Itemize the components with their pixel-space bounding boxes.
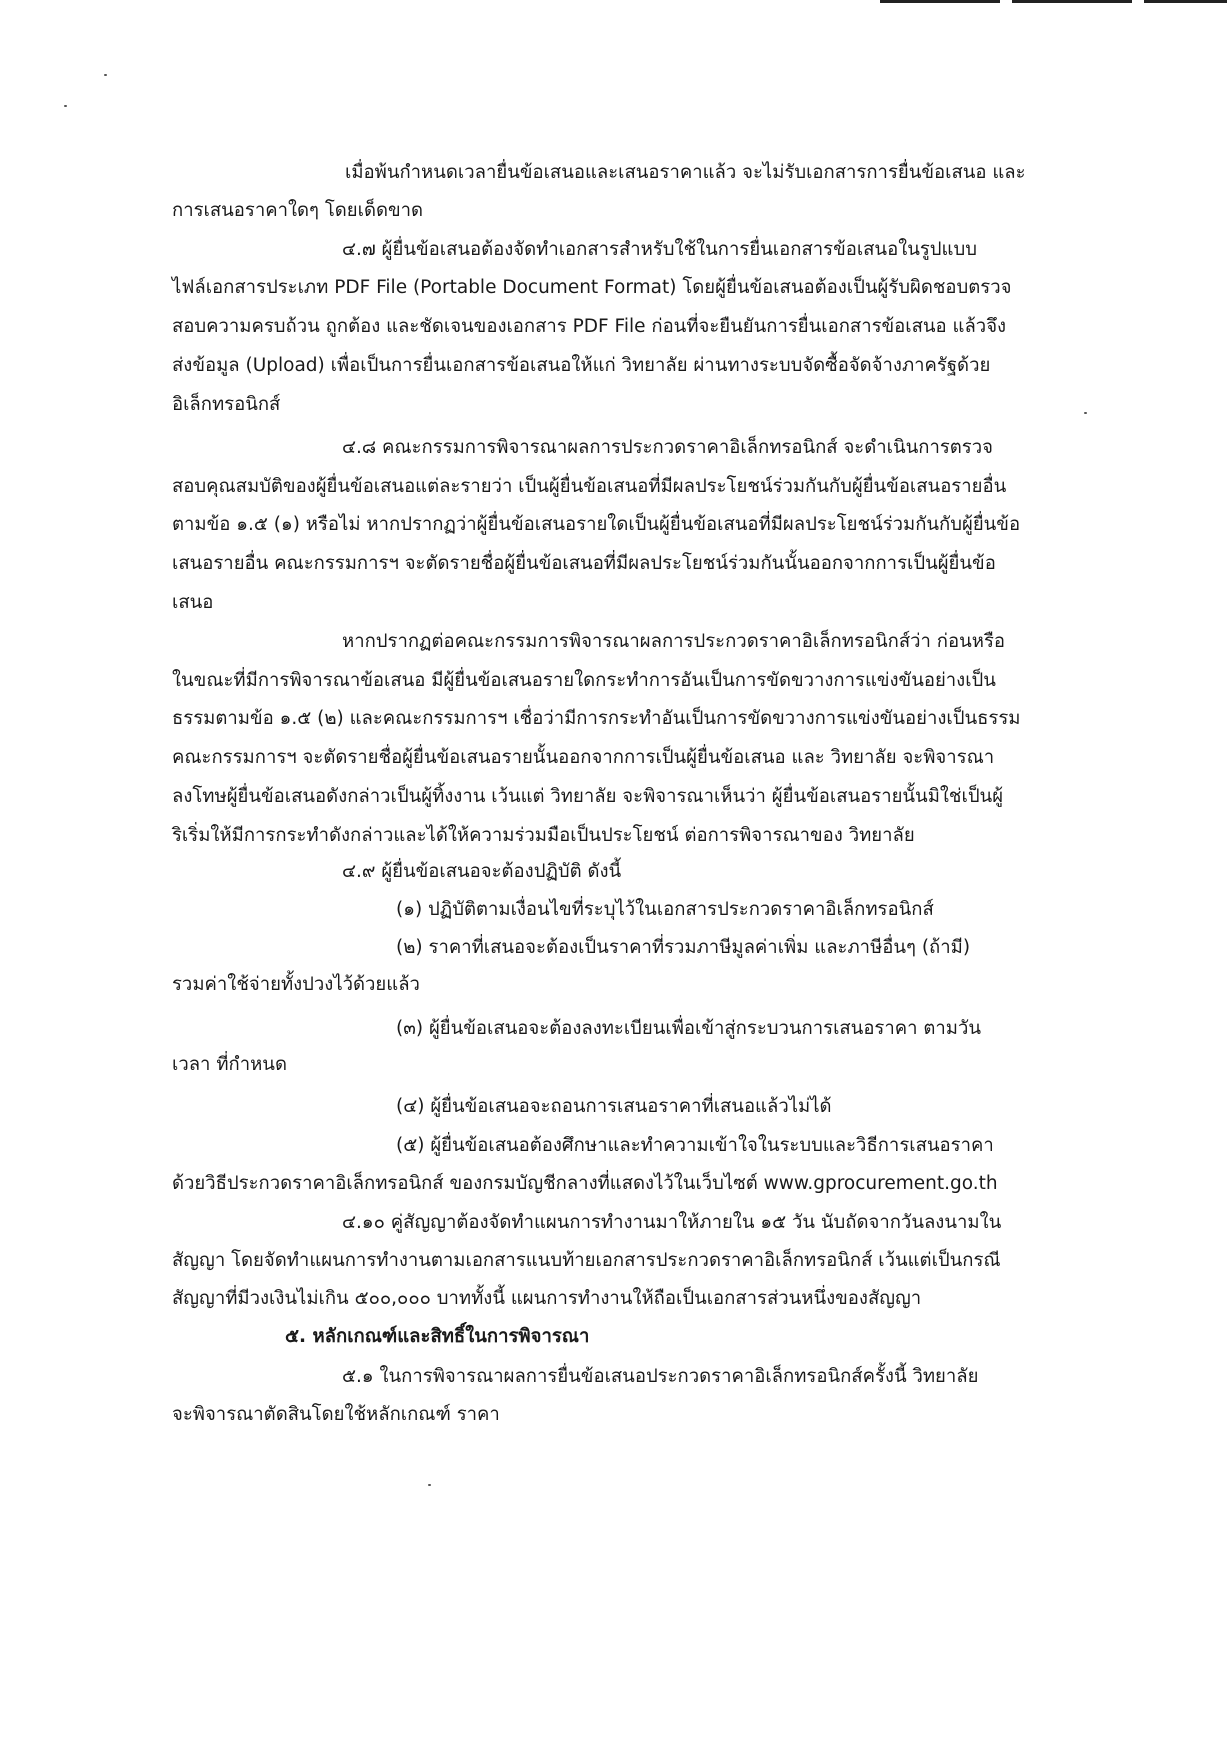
paragraph-line: ธรรมตามข้อ ๑.๕ (๒) และคณะกรรมการฯ เชื่อว่ามีการกระทำอันเป็นการขัดขวางการแข่งขันอย่างเป็นธรรม: [172, 708, 1021, 729]
paragraph-line: สอบคุณสมบัติของผู้ยื่นข้อเสนอแต่ละรายว่า เป็นผู้ยื่นข้อเสนอที่มีผลประโยชน์ร่วมกันกับผู้ยื่นข้อเสนอรายอื่น: [172, 476, 1007, 497]
list-item: (๓) ผู้ยื่นข้อเสนอจะต้องลงทะเบียนเพื่อเข้าสู่กระบวนการเสนอราคา ตามวัน: [396, 1018, 982, 1039]
list-item: (๕) ผู้ยื่นข้อเสนอต้องศึกษาและทำความเข้าใจในระบบและวิธีการเสนอราคา: [396, 1135, 994, 1156]
list-item: (๑) ปฏิบัติตามเงื่อนไขที่ระบุไว้ในเอกสารประกวดราคาอิเล็กทรอนิกส์: [396, 899, 934, 920]
scan-speck: [1084, 412, 1087, 414]
clause-4-10: ๔.๑๐ คู่สัญญาต้องจัดทำแผนการทำงานมาให้ภายใน ๑๕ วัน นับถัดจากวันลงนามใน: [342, 1212, 1002, 1233]
paragraph-line: ในขณะที่มีการพิจารณาข้อเสนอ มีผู้ยื่นข้อเสนอรายใดกระทำการอันเป็นการขัดขวางการแข่งขันอย่างเป็น: [172, 670, 996, 691]
list-item: (๒) ราคาที่เสนอจะต้องเป็นราคาที่รวมภาษีมูลค่าเพิ่ม และภาษีอื่นๆ (ถ้ามี): [396, 937, 971, 958]
scan-speck: [104, 74, 107, 76]
paragraph-line: ตามข้อ ๑.๕ (๑) หรือไม่ หากปรากฏว่าผู้ยื่นข้อเสนอรายใดเป็นผู้ยื่นข้อเสนอที่มีผลประโยชน์ร่วมกันกับผู้ยื่นข้อ: [172, 514, 1021, 535]
clause-4-9: ๔.๙ ผู้ยื่นข้อเสนอจะต้องปฏิบัติ ดังนี้: [342, 861, 622, 882]
paragraph-line: เวลา ที่กำหนด: [172, 1054, 287, 1075]
paragraph-line: อิเล็กทรอนิกส์: [172, 394, 281, 415]
clause-5-1: ๕.๑ ในการพิจารณาผลการยื่นข้อเสนอประกวดราคาอิเล็กทรอนิกส์ครั้งนี้ วิทยาลัย: [342, 1366, 979, 1387]
paragraph-line: ลงโทษผู้ยื่นข้อเสนอดังกล่าวเป็นผู้ทิ้งงาน เว้นแต่ วิทยาลัย จะพิจารณาเห็นว่า ผู้ยื่นข้อเสนอรายนั้นมิใช่เป็นผู้: [172, 786, 1004, 807]
top-rule: [880, 0, 1227, 3]
paragraph-line: จะพิจารณาตัดสินโดยใช้หลักเกณฑ์ ราคา: [172, 1404, 500, 1425]
paragraph-line: ไฟล์เอกสารประเภท PDF File (Portable Document Format) โดยผู้ยื่นข้อเสนอต้องเป็นผู้รับผิดชอบตรวจ: [172, 277, 1012, 298]
paragraph-line: เสนอ: [172, 592, 214, 613]
paragraph-line: หากปรากฏต่อคณะกรรมการพิจารณาผลการประกวดราคาอิเล็กทรอนิกส์ว่า ก่อนหรือ: [342, 631, 1006, 652]
paragraph-line: การเสนอราคาใดๆ โดยเด็ดขาด: [172, 200, 424, 221]
paragraph-line: สัญญา โดยจัดทำแผนการทำงานตามเอกสารแนบท้ายเอกสารประกวดราคาอิเล็กทรอนิกส์ เว้นแต่เป็นกรณี: [172, 1250, 1001, 1271]
paragraph-line: ริเริ่มให้มีการกระทำดังกล่าวและได้ให้ความร่วมมือเป็นประโยชน์ ต่อการพิจารณาของ วิทยาลัย: [172, 825, 915, 846]
paragraph-line: ด้วยวิธีประกวดราคาอิเล็กทรอนิกส์ ของกรมบัญชีกลางที่แสดงไว้ในเว็บไซต์ www.gprocurement.go.th: [172, 1173, 998, 1194]
paragraph-line: เสนอรายอื่น คณะกรรมการฯ จะตัดรายชื่อผู้ยื่นข้อเสนอที่มีผลประโยชน์ร่วมกันนั้นออกจากการเป็นผู้ยื่นข้อ: [172, 553, 996, 574]
scan-speck: [428, 1484, 431, 1486]
paragraph-line: สัญญาที่มีวงเงินไม่เกิน ๕๐๐,๐๐๐ บาททั้งนี้ แผนการทำงานให้ถือเป็นเอกสารส่วนหนึ่งของสัญญา: [172, 1288, 922, 1309]
paragraph-line: เมื่อพ้นกำหนดเวลายื่นข้อเสนอและเสนอราคาแล้ว จะไม่รับเอกสารการยื่นข้อเสนอ และ: [345, 162, 1026, 183]
section-5-heading: ๕. หลักเกณฑ์และสิทธิ์ในการพิจารณา: [285, 1326, 590, 1347]
paragraph-line: คณะกรรมการฯ จะตัดรายชื่อผู้ยื่นข้อเสนอรายนั้นออกจากการเป็นผู้ยื่นข้อเสนอ และ วิทยาลัย จะพิจารณา: [172, 747, 995, 768]
clause-4-8: ๔.๘ คณะกรรมการพิจารณาผลการประกวดราคาอิเล็กทรอนิกส์ จะดำเนินการตรวจ: [342, 437, 993, 458]
paragraph-line: ส่งข้อมูล (Upload) เพื่อเป็นการยื่นเอกสารข้อเสนอให้แก่ วิทยาลัย ผ่านทางระบบจัดซื้อจัดจ้างภาครัฐด้วย: [172, 355, 991, 376]
list-item: (๔) ผู้ยื่นข้อเสนอจะถอนการเสนอราคาที่เสนอแล้วไม่ได้: [396, 1096, 832, 1117]
clause-4-7: ๔.๗ ผู้ยื่นข้อเสนอต้องจัดทำเอกสารสำหรับใช้ในการยื่นเอกสารข้อเสนอในรูปแบบ: [342, 239, 977, 260]
paragraph-line: รวมค่าใช้จ่ายทั้งปวงไว้ด้วยแล้ว: [172, 974, 420, 995]
scan-speck: [64, 105, 67, 107]
paragraph-line: สอบความครบถ้วน ถูกต้อง และชัดเจนของเอกสาร PDF File ก่อนที่จะยืนยันการยื่นเอกสารข้อเสนอ แล้วจึง: [172, 316, 1007, 337]
